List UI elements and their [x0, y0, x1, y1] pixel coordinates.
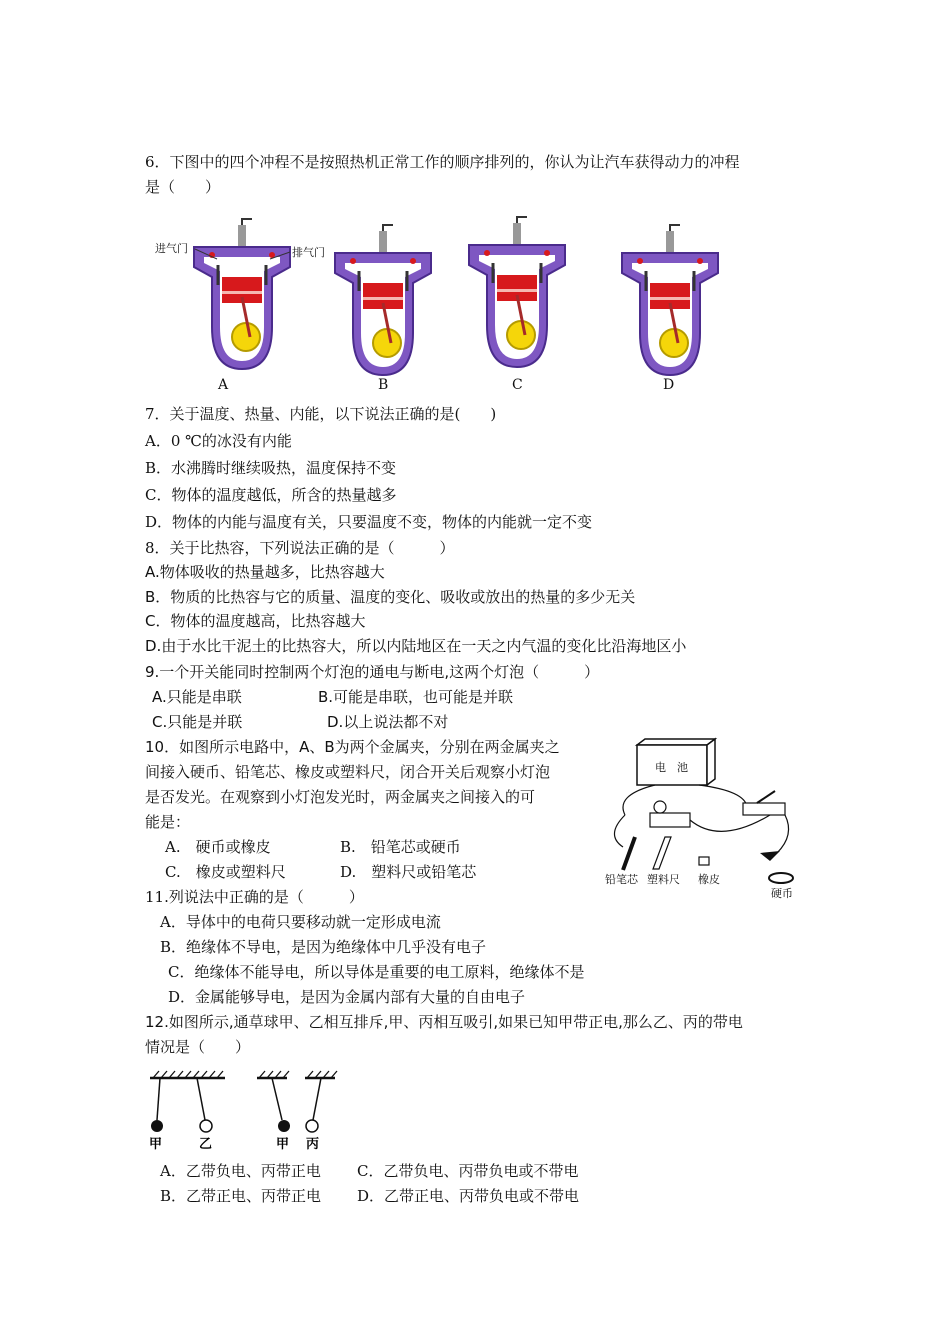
pencil-lead-icon [623, 837, 635, 870]
q10-option-c: C. 橡皮或塑料尺 [165, 863, 286, 881]
circuit-figure [595, 735, 810, 905]
q7-option-b: B．水沸腾时继续吸热，温度保持不变 [145, 459, 397, 477]
engine-strokes-figure [145, 205, 725, 380]
coin-label: 硬币 [771, 887, 793, 900]
ball-bing [306, 1120, 318, 1132]
coin-icon [769, 873, 793, 883]
engine-b [335, 225, 431, 375]
q8-option-c: C．物体的温度越高，比热容越大 [145, 612, 366, 630]
q12-option-d: D．乙带正电、丙带负电或不带电 [357, 1187, 580, 1205]
q9-option-d: D.以上说法都不对 [327, 713, 449, 731]
q10-option-a: A. 硬币或橡皮 [165, 838, 271, 856]
eraser-icon [699, 857, 709, 865]
q10-stem-line3: 是否发光。在观察到小灯泡发光时，两金属夹之间接入的可 [145, 788, 536, 806]
q8-stem: 8．关于比热容，下列说法正确的是（ ） [145, 539, 455, 557]
engine-caption-c: C [512, 377, 523, 393]
q11-option-b: B．绝缘体不导电，是因为绝缘体中几乎没有电子 [160, 938, 487, 956]
q12-option-b: B．乙带正电、丙带正电 [160, 1187, 322, 1205]
engine-caption-b: B [378, 377, 389, 393]
q11-option-d: D．金属能够导电，是因为金属内部有大量的自由电子 [168, 988, 526, 1006]
ball-yi-label: 乙 [199, 1137, 213, 1152]
clip-icon [760, 851, 780, 861]
q9-option-b: B.可能是串联，也可能是并联 [318, 688, 514, 706]
q6-stem-line2: 是（ ） [145, 178, 221, 196]
ball-jia-label-1: 甲 [149, 1137, 163, 1152]
q10-option-d: D. 塑料尺或铅笔芯 [340, 863, 477, 881]
q11-option-a: A．导体中的电荷只要移动就一定形成电流 [160, 913, 441, 931]
battery-label: 电 池 [655, 761, 688, 774]
q12-option-a: A．乙带负电、丙带正电 [160, 1162, 321, 1180]
engine-a [194, 219, 290, 369]
q6-stem-line1: 6．下图中的四个冲程不是按照热机正常工作的顺序排列的，你认为让汽车获得动力的冲程 [145, 153, 740, 171]
q8-option-d: D.由于水比干泥土的比热容大，所以内陆地区在一天之内气温的变化比沿海地区小 [145, 637, 687, 655]
exhaust-valve-label: 排气门 [292, 246, 325, 259]
q7-stem: 7．关于温度、热量、内能，以下说法正确的是( ) [145, 405, 497, 423]
q10-stem-line2: 间接入硬币、铅笔芯、橡皮或塑料尺，闭合开关后观察小灯泡 [145, 763, 551, 781]
plastic-ruler-label: 塑料尺 [647, 873, 680, 886]
q12-stem-line1: 12.如图所示,通草球甲、乙相互排斥,甲、丙相互吸引,如果已知甲带正电,那么乙、丙的带电 [145, 1013, 743, 1031]
pencil-lead-label: 铅笔芯 [605, 873, 638, 886]
q7-option-c: C．物体的温度越低，所含的热量越多 [145, 486, 397, 504]
ball-bing-label: 丙 [306, 1137, 320, 1152]
eraser-label: 橡皮 [698, 873, 720, 886]
engine-d [622, 225, 718, 375]
q9-stem: 9.一个开关能同时控制两个灯泡的通电与断电,这两个灯泡（ ） [145, 663, 600, 681]
engine-c [469, 217, 565, 367]
ball-jia-label-2: 甲 [276, 1137, 290, 1152]
intake-valve-label: 进气门 [155, 242, 188, 255]
engine-caption-d: D [663, 377, 675, 393]
engine-caption-a: A [218, 377, 229, 393]
ball-jia-1 [151, 1120, 163, 1132]
q10-stem-line4: 能是： [145, 813, 191, 831]
pith-balls-figure [145, 1068, 365, 1153]
q8-option-a: A.物体吸收的热量越多，比热容越大 [145, 563, 385, 581]
switch-icon [743, 803, 785, 815]
q10-stem-line1: 10．如图所示电路中，A、B为两个金属夹，分别在两金属夹之 [145, 738, 560, 756]
q11-stem: 11.列说法中正确的是（ ） [145, 888, 364, 906]
q9-option-c: C.只能是并联 [152, 713, 243, 731]
q11-option-c: C．绝缘体不能导电，所以导体是重要的电工原料，绝缘体不是 [168, 963, 585, 981]
q7-option-a: A．0 ℃的冰没有内能 [145, 432, 292, 450]
q7-option-d: D．物体的内能与温度有关，只要温度不变，物体的内能就一定不变 [145, 513, 593, 531]
bulb-icon [654, 801, 666, 813]
bulb-base [650, 813, 690, 827]
q8-option-b: B．物质的比热容与它的质量、温度的变化、吸收或放出的热量的多少无关 [145, 588, 636, 606]
ball-jia-2 [278, 1120, 290, 1132]
q9-option-a: A.只能是串联 [152, 688, 242, 706]
q12-option-c: C．乙带负电、丙带负电或不带电 [357, 1162, 579, 1180]
ball-yi [200, 1120, 212, 1132]
q12-stem-line2: 情况是（ ） [145, 1038, 251, 1056]
q10-option-b: B. 铅笔芯或硬币 [340, 838, 461, 856]
plastic-ruler-icon [653, 837, 671, 869]
